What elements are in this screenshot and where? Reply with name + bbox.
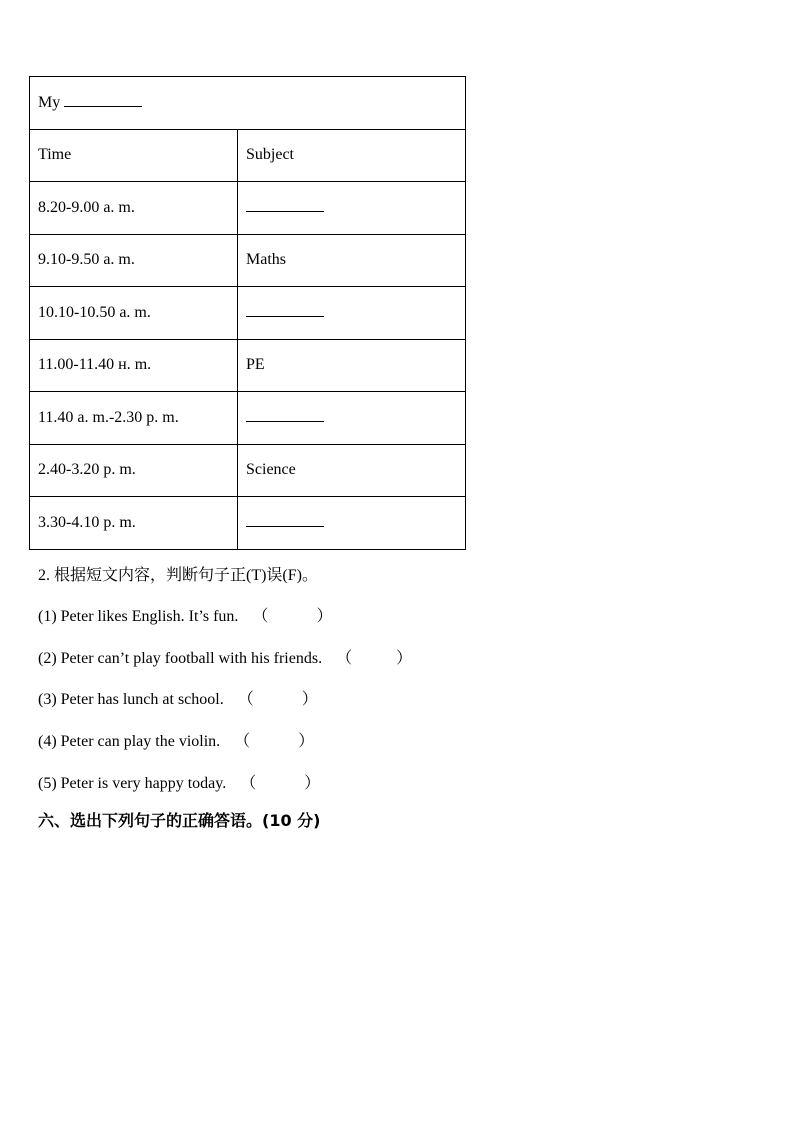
time-cell: 3.30-4.10 p. m. xyxy=(30,497,238,550)
question-text: (1) Peter likes English. It’s fun. xyxy=(38,608,239,625)
table-header-row xyxy=(30,129,466,182)
title-blank-line xyxy=(64,94,142,107)
table-row xyxy=(30,392,466,445)
table-row xyxy=(30,497,466,550)
question-item-1 xyxy=(38,603,332,626)
table-title-cell xyxy=(30,77,466,130)
answer-paren-open: （ xyxy=(234,733,251,750)
question-text: (2) Peter can’t play football with his friends. xyxy=(38,650,323,667)
answer-paren-open: （ xyxy=(237,691,254,708)
question-item-4 xyxy=(38,728,314,751)
header-time: Time xyxy=(30,129,238,182)
answer-paren-close: ） xyxy=(301,691,318,708)
subject-cell: PE xyxy=(238,339,466,392)
subject-cell xyxy=(238,497,466,550)
header-subject: Subject xyxy=(238,129,466,182)
time-cell: 10.10-10.50 a. m. xyxy=(30,287,238,340)
question-item-2 xyxy=(38,645,412,668)
table-title-row xyxy=(30,77,466,130)
answer-paren-open: （ xyxy=(252,608,269,625)
question-item-3 xyxy=(38,686,318,709)
question-text: (5) Peter is very happy today. xyxy=(38,775,227,792)
answer-blank xyxy=(246,199,324,212)
question-item-5 xyxy=(38,770,320,793)
subject-cell: Maths xyxy=(238,234,466,287)
answer-paren-close: ） xyxy=(304,775,321,792)
time-cell: 2.40-3.20 p. m. xyxy=(30,444,238,497)
table-row xyxy=(30,339,466,392)
section-six-title: 六、选出下列句子的正确答语。(10 分) xyxy=(38,811,321,830)
subject-cell xyxy=(238,287,466,340)
class-schedule-table xyxy=(29,76,466,550)
answer-paren-close: ） xyxy=(316,608,333,625)
time-cell: 11.40 a. m.-2.30 p. m. xyxy=(30,392,238,445)
answer-paren-open: （ xyxy=(336,650,353,667)
question2-instruction: 2. 根据短文内容，判断句子正(T)误(F)。 xyxy=(38,567,318,584)
table-row xyxy=(30,182,466,235)
time-cell: 11.00-11.40 н. m. xyxy=(30,339,238,392)
answer-blank xyxy=(246,304,324,317)
table-row xyxy=(30,234,466,287)
answer-paren-close: ） xyxy=(396,650,413,667)
subject-cell: Science xyxy=(238,444,466,497)
subject-cell xyxy=(238,392,466,445)
answer-paren-open: （ xyxy=(240,775,257,792)
question-text: (4) Peter can play the violin. xyxy=(38,733,221,750)
answer-blank xyxy=(246,514,324,527)
table-title-text: My xyxy=(38,93,61,111)
answer-paren-close: ） xyxy=(298,733,315,750)
time-cell: 9.10-9.50 a. m. xyxy=(30,234,238,287)
subject-cell xyxy=(238,182,466,235)
table-row xyxy=(30,287,466,340)
answer-blank xyxy=(246,409,324,422)
time-cell: 8.20-9.00 a. m. xyxy=(30,182,238,235)
table-row xyxy=(30,444,466,497)
question-text: (3) Peter has lunch at school. xyxy=(38,691,224,708)
